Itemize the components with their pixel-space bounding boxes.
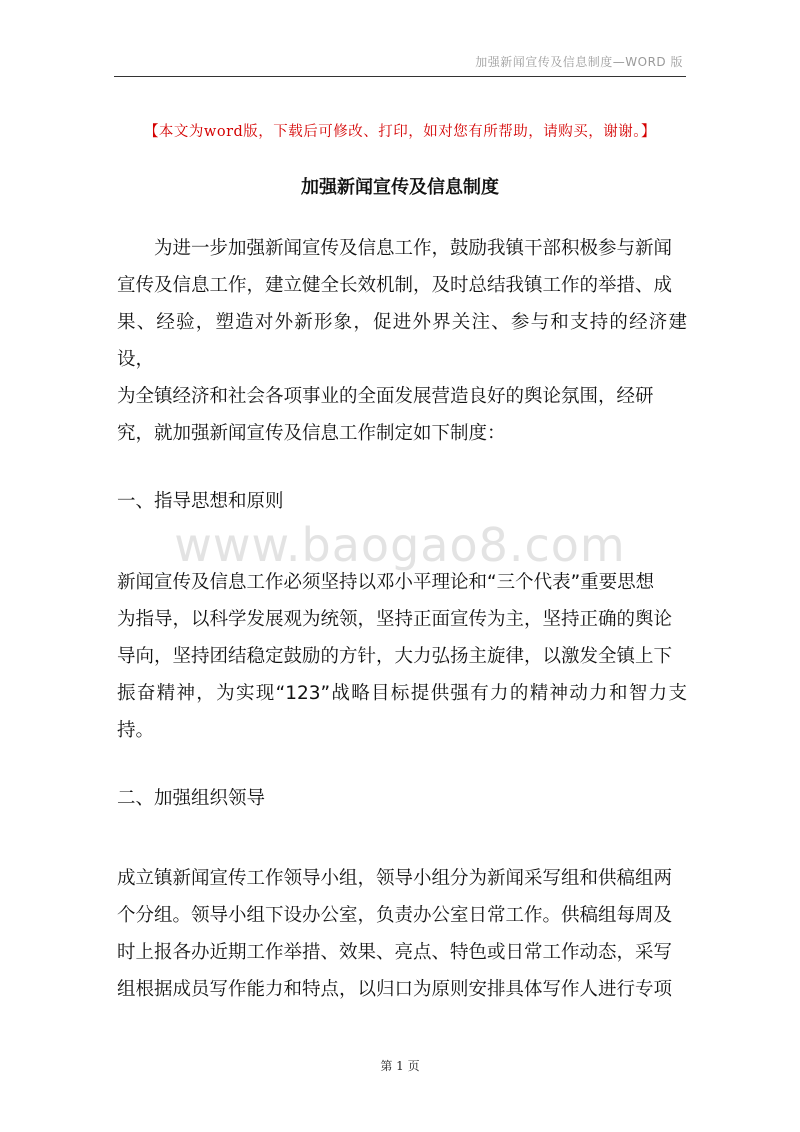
paragraph-line: 导向，坚持团结稳定鼓励的方针，大力弘扬主旋律，以激发全镇上下	[117, 646, 673, 667]
header-divider	[114, 76, 686, 77]
intro-line: 宣传及信息工作，建立健全长效机制，及时总结我镇工作的举措、成	[117, 275, 673, 296]
paragraph-line: 成立镇新闻宣传工作领导小组，领导小组分为新闻采写组和供稿组两	[117, 868, 673, 889]
intro-line: 为全镇经济和社会各项事业的全面发展营造良好的舆论氛围，经研	[117, 386, 654, 407]
paragraph-line: 组根据成员写作能力和特点，以归口为原则安排具体写作人进行专项	[117, 979, 673, 1000]
section-heading-principles: 一、指导思想和原则	[117, 491, 284, 512]
paragraph-line: 为指导，以科学发展观为统领，坚持正面宣传为主，坚持正确的舆论	[117, 609, 673, 630]
section-paragraph-principles	[117, 564, 687, 749]
page-number: 第 1 页	[380, 1059, 420, 1073]
section-heading-leadership: 二、加强组织领导	[117, 788, 266, 809]
document-title: 加强新闻宣传及信息制度	[301, 177, 499, 198]
section-paragraph-leadership	[117, 860, 687, 1008]
intro-line: 果、经验，塑造对外新形象，促进外界关注、参与和支持的经济建设，	[117, 312, 687, 370]
paragraph-line: 时上报各办近期工作举措、效果、亮点、特色或日常工作动态，采写	[117, 942, 673, 963]
intro-line: 究，就加强新闻宣传及信息工作制定如下制度：	[117, 423, 506, 444]
paragraph-line: 振奋精神，为实现“123”战略目标提供强有力的精神动力和智力支持。	[117, 683, 687, 741]
watermark: www.baogao8.com	[174, 518, 626, 572]
intro-paragraph	[117, 230, 687, 452]
purchase-notice: 【本文为word版，下载后可修改、打印，如对您有所帮助，请购买，谢谢。】	[143, 124, 657, 140]
running-header: 加强新闻宣传及信息制度—WORD 版	[475, 55, 683, 69]
paragraph-line: 个分组。领导小组下设办公室，负责办公室日常工作。供稿组每周及	[117, 905, 673, 926]
paragraph-line: 新闻宣传及信息工作必须坚持以邓小平理论和“三个代表”重要思想	[117, 572, 655, 593]
intro-line: 为进一步加强新闻宣传及信息工作，鼓励我镇干部积极参与新闻	[154, 238, 673, 259]
